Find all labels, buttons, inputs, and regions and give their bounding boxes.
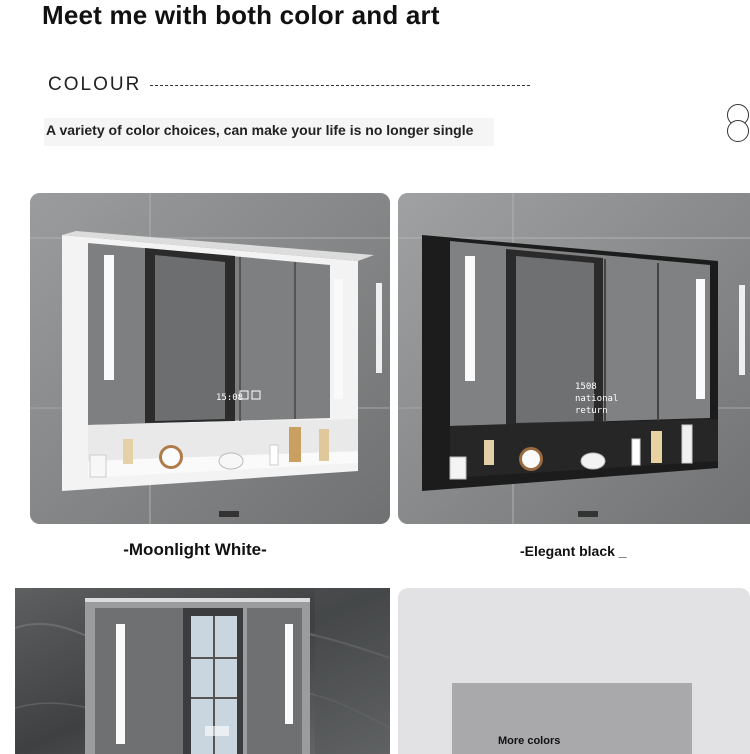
product-card-moonlight-white[interactable] [30, 193, 390, 524]
caption-moonlight-white: -Moonlight White- [123, 540, 267, 559]
section-label-colour: COLOUR [48, 74, 142, 95]
mirror-clock-text: 1508 [575, 382, 597, 392]
section-tagline: A variety of color choices, can make your life is no longer single [44, 118, 494, 146]
more-colors-label: More colors [498, 735, 561, 747]
circle-outline-icon [727, 120, 749, 142]
page-headline: Meet me with both color and art [42, 0, 440, 30]
mirror-overlay-text-1: national [575, 394, 619, 404]
cabinet-illustration [30, 193, 390, 524]
mirror-clock-text: 15:08 [216, 393, 244, 403]
more-colors-card[interactable] [398, 588, 750, 754]
mirror-overlay-text-2: return [575, 406, 608, 416]
cabinet-illustration [398, 193, 750, 524]
cabinet-illustration [15, 588, 390, 754]
more-colors-swatch [452, 683, 692, 754]
product-card-grey-marble[interactable] [15, 588, 390, 754]
dashed-divider [150, 85, 530, 86]
caption-elegant-black: -Elegant black _ [520, 543, 627, 559]
product-card-elegant-black[interactable] [398, 193, 750, 524]
